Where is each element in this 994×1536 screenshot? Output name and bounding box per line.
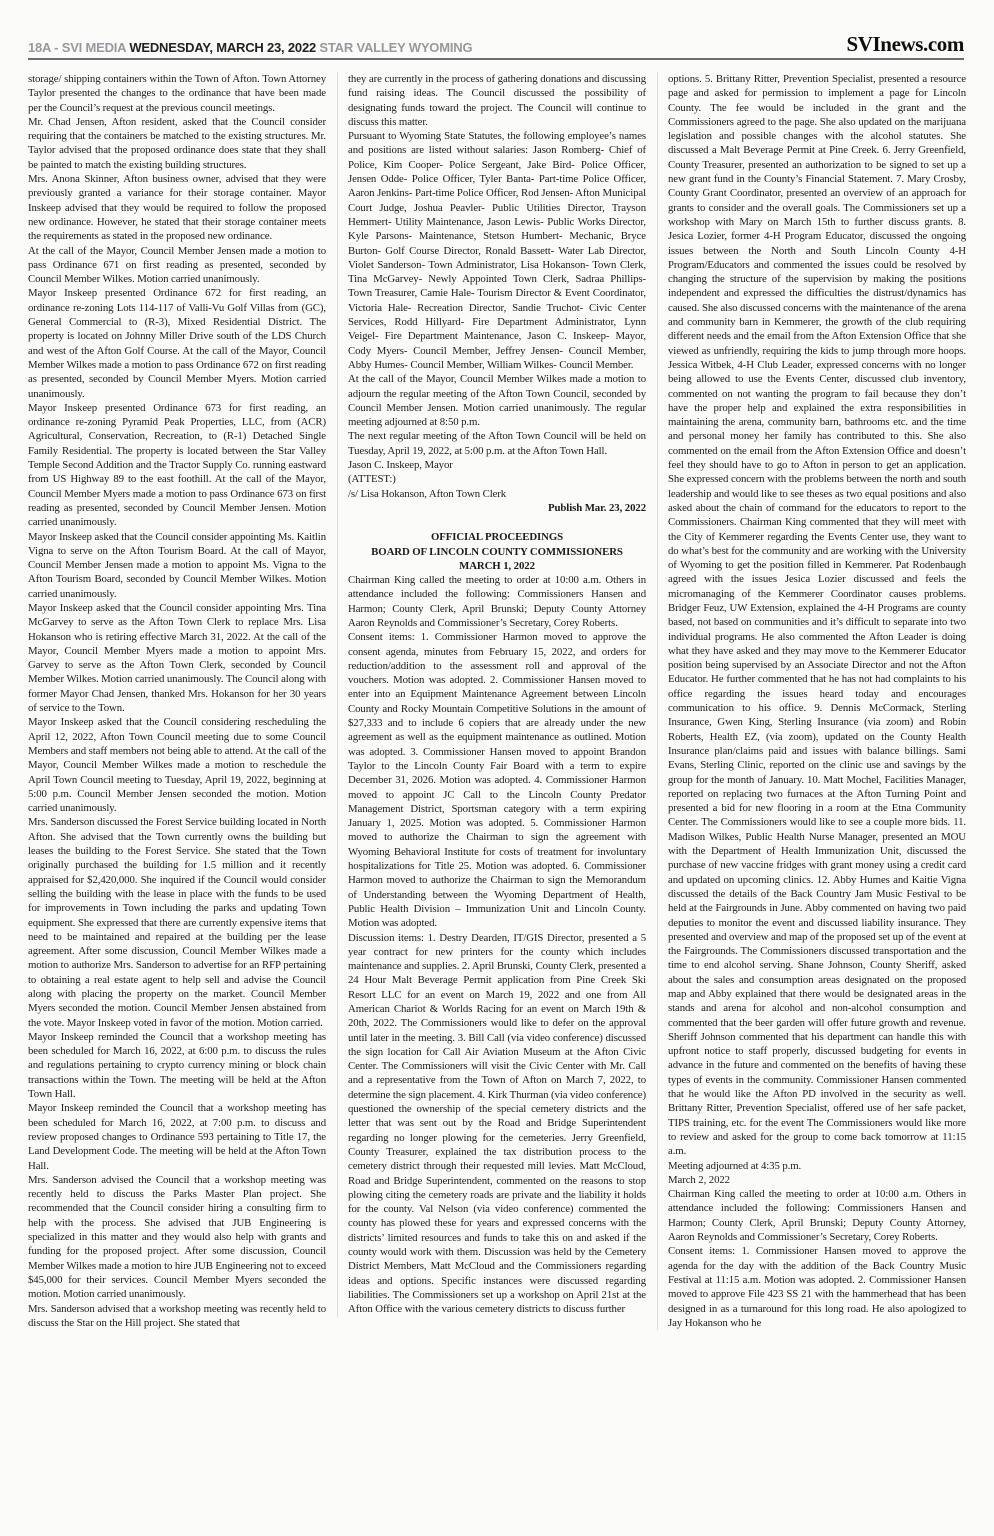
paragraph: Mayor Inskeep asked that the Council consider appointing Ms. Kaitlin Vigna to serve on the Afton Tourism Board. At the call of Mayor, Council Member Jensen made a motion to appoint Ms. Vigna to the Afton Tourism Board, seconded by Council Member Wilkes. Motion carried unanimously. (28, 530, 326, 600)
region-label: STAR VALLEY WYOMING (316, 40, 473, 55)
masthead-url: SVInews.com (846, 32, 964, 56)
paragraph: Mrs. Anona Skinner, Afton business owner, advised that they were previously granted a variance for their storage container. Mayor Inskeep advised that they would be required to follow the proposed new ordinance. However, he stated that their storage container meets the requirements as stated in the proposed new ordinance. (28, 173, 326, 243)
paragraph: they are currently in the process of gathering donations and discussing fund raising ideas. The Council discussed the possibility of designating funds toward the project. The Council will continue to discuss this matter. (348, 73, 646, 128)
paragraph: Consent items: 1. Commissioner Harmon moved to approve the consent agenda, minutes from February 15, 2022, and orders for reduction/addition to the assessment roll and approval of the vouchers. Motion was adopted. 2. Commissioner Hansen moved to enter into an Equipment Maintenance Agreement between Lincoln County and Rocky Mountain Competitive Solutions in the amount of $27,333 and to include 6 copiers that are already under the new agreement as well as the equipment maintenance as outlined. Motion was adopted. 3. Commissioner Hansen moved to appoint Brandon Taylor to the Lincoln County Fair Board with a term to expire December 31, 2026. Motion was adopted. 4. Commissioner Harmon moved to appoint JC Call to the Lincoln County Predator Management District, Sportsman category with a term expiring January 1, 2025. Motion was adopted. 5. Commissioner Harmon moved to authorize the Chairman to sign the agreement with Wyoming Behavioral Institute for costs of treatment for involuntary hospitalizations for Title 25. Motion was adopted. 6. Commissioner Harmon moved to authorize the Chairman to sign the Memorandum of Understanding between the Wyoming Department of Health, Public Health Division – Immunization Unit and Lincoln County. Motion was adopted. (348, 631, 646, 930)
paragraph: Mr. Chad Jensen, Afton resident, asked that the Council consider requiring that the containers be matched to the existing structures. Mr. Taylor advised that the proposed ordinance does state that they shall be painted to match the existing building structures. (28, 115, 326, 171)
section-heading: BOARD OF LINCOLN COUNTY COMMISSIONERS (371, 545, 623, 558)
paragraph: March 2, 2022 (668, 1173, 730, 1186)
page-header (28, 34, 964, 60)
header-edition-line (28, 40, 472, 55)
paragraph: Meeting adjourned at 4:35 p.m. (668, 1159, 802, 1172)
publish-date-line: Publish Mar. 23, 2022 (548, 501, 646, 514)
paragraph: Chairman King called the meeting to order at 10:00 a.m. Others in attendance included the following: Commissioners Hansen and Harmon; County Clerk, April Brunski; Deputy County Attorney, Aaron Reynolds and Commissioner’s Secretary, Corey Roberts. (668, 1188, 966, 1244)
paragraph: storage/ shipping containers within the Town of Afton. Town Attorney Taylor presented the changes to the ordinance that have been made per the Council’s request at the previous council meetings. (28, 73, 326, 114)
paragraph: Mayor Inskeep asked that the Council considering rescheduling the April 12, 2022, Afton Town Council meeting due to some Council Members and staff members not being able to attend. At the call of the Mayor, Council Member Wilkes made a motion to reschedule the April Town Council meeting to Tuesday, April 19, 2022, beginning at 5:00 p.m. Council Member Jensen seconded the motion. Motion carried unanimously. (28, 716, 326, 815)
paragraph: Mrs. Sanderson advised the Council that a workshop meeting was recently held to discuss the Parks Master Plan project. She recommended that the Council consider hiring a consulting firm to help with the process. She advised that JUB Engineering is specialized in this matter and they would also help with grants and funding for the proposed project. After some discussion, Council Member Wilkes made a motion to hire JUB Engineering not to exceed $45,000 for their services. Council Member Myers seconded the motion. Motion carried unanimously. (28, 1173, 326, 1301)
section-heading: OFFICIAL PROCEEDINGS (430, 531, 564, 544)
paragraph: Mrs. Sanderson advised that a workshop meeting was recently held to discuss the Star on the Hill project. She stated that (28, 1302, 326, 1329)
paragraph: Mayor Inskeep asked that the Council consider appointing Mrs. Tina McGarvey to serve as the Afton Town Clerk to replace Mrs. Lisa Hokanson who is retiring effective March 31, 2022. At the call of the Mayor, Council Member Myers made a motion to appoint Mrs. Garvey to serve as the Afton Town Clerk, seconded by Council Member Wilkes. Motion carried unanimously. The Council along with former Mayor Chad Jensen, thanked Mrs. Hokanson for her 30 years of service to the Town. (28, 601, 326, 715)
paragraph: Mrs. Sanderson discussed the Forest Service building located in North Afton. She advised that the Town currently owns the building but leases the building to the Forest Service. She stated that the Town originally purchased the building for 1.5 million and it recently appraised for $2,420,000. She inquired if the Council would consider selling the building with the lease in place with the funds to be used for improvements in Town including the parks and updating Town equipment. She expressed that there are currently expensive items that need to be maintained and repaired at the building per the lease agreement. After some discussion, Council Member Wilkes made a motion to authorize Mrs. Sanderson to advertise for an RFP pertaining to obtaining a real estate agent to help sell and advise the Council along with placing the property on the market. Council Member Myers seconded the motion. Council Member Jensen abstained from the vote. Mayor Inskeep voted in favor of the motion. Motion carried. (28, 816, 326, 1029)
paragraph: At the call of the Mayor, Council Member Wilkes made a motion to adjourn the regular meeting of the Afton Town Council, seconded by Council Member Jensen. Motion carried unanimously. The regular meeting adjourned at 8:50 p.m. (348, 373, 646, 429)
paragraph: Mayor Inskeep reminded the Council that a workshop meeting has been scheduled for March 16, 2022, at 6:00 p.m. to discuss the rules and regulations pertaining to crypto currency mining or block chain transactions within the Town. The meeting will be held at the Afton Town Hall. (28, 1030, 326, 1101)
header-row (28, 34, 964, 60)
paragraph: Discussion items: 1. Destry Dearden, IT/GIS Director, presented a 5 year contract for new printers for the county which includes maintenance and supplies. 2. April Brunski, County Clerk, presented a 24 Hour Malt Beverage Permit application from Pine Creek Ski Resort LLC for an event on March 19, 2022 and one from All American Chariot & Worlds Racing for an event on March 19th & 20th, 2022. The Commissioners would like to defer on the approval until later in the meeting. 3. Bill Call (via video conference) discussed the sign location for Call Air Aviation Museum at the Afton Civic Center. The Commissioners will visit the Civic Center with Mr. Call and a representative from the Town of Afton on March 7, 2022, to determine the sign placement. 4. Kirk Thurman (via video conference) questioned the ownership of the special cemetery districts and the letter that was sent out by the Road and Bridge Superintendent regarding no longer plowing for the cemeteries. Jerry Greenfield, County Treasurer, explained the tax distribution process to the cemetery district through their requested mill levies. Matt McCloud, Road and Bridge Superintendent, commented on the reasons to stop plowing citing the cemetery roads are private and the liability it holds for the county. Val Nelson (via video conference) commented the county has plowed these for years and expressed concerns with the districts’ limited resources and funds to take this on and asked if the county would work with them. Discussion was held by the Cemetery District Members, Matt McCloud and the Commissioners regarding ideas and options. Specific instances were discussed regarding liabilities. The Commissioners set up a workshop on April 21st at the Afton Office with the various cemetery districts to discuss further (348, 931, 646, 1316)
paragraph: Mayor Inskeep presented Ordinance 673 for first reading, an ordinance re-zoning Pyramid Peak Properties, LLC, from (ACR) Agricultural, Conservation, Recreation, to (R-1) Detached Single Family Residential. The property is located between the Star Valley Temple Second Addition and the Tractor Supply Co. running eastward from US Highway 89 to the east foothill. At the call of the Mayor, Council Member Myers made a motion to pass Ordinance 673 on first reading as presented, seconded by Council Member Jensen. Motion carried unanimously. (28, 401, 326, 529)
paragraph: options. 5. Brittany Ritter, Prevention Specialist, presented a resource page and asked for permission to implement a page for Lincoln County. The fee would be included in the grant and the Commissioners agreed to the page. She also updated on the marijuana legislation and possible changes with the alcohol statutes. She discussed a Malt Beverage Permit at Pine Creek. 6. Jerry Greenfield, County Treasurer, presented an authorization to be signed to set up a new grant fund in the County’s Financial Statement. 7. Mary Crosby, County Grant Coordinator, presented an overview of an approach for grants to consider and the overall goals. The Commissioners set up a workshop with Mary on March 15th to further discuss grants. 8. Jesica Lozier, former 4-H Program Educator, discussed the ongoing issues between the North and South Lincoln County 4-H Program/Educators and commented the issues could be resolved by changing the structure of the supervision by making the positions independent and expressed the difficulties the distrust/dynamics has caused. She also discussed concerns with the maintenance of the arena and community barn in Kemmerer, the growth of the club requiring different needs and the email from the Afton Extension Office that she viewed as unfriendly, requiring the kids to jump through more hoops. Jessica Witbek, 4-H Club Leader, expressed concerns with no longer being allowed to use the Events Center, discussed club inventory, commented on not wanting the program to fail because they don’t have the proper help and explained the extra responsibilities in maintaining the arena, community barn, bathrooms etc. and the time and personal money her family has contributed to this. She also commented on the email from the Afton Extension Office and doesn’t feel they should have to go to Afton in person to get an application. She expressed concern with the problems between the north and south leadership and would like to see theses as two equal positions and also asked about the chain of command for the educators to report to the Commissioners. Chairman King commented that they will meet with the City of Kemmerer regarding the Events Center use, they want to do what’s best for the community and are working with the University of Wyoming to get the position filled in Kemmerer. Pat Rodenbaugh agreed with the issues Jesica Lozier discussed and feels the micromanaging of the Kemmerer Coordinator causes problems. Bridger Feuz, UW Extension, explained the 4-H Programs are county based, not based on communities and it’s difficult to separate into two individual programs. He also commented the Afton Leader is doing what they have asked and they may move to the Kemmerer Educator position being supervised by an Associate Director and not the Afton Educator. He further commented that he has not had complaints to his office regarding the issues heard today and encourages communication to his office. 9. Dennis McCormack, Sterling Insurance, Gwen King, Sterling Insurance (via zoom) and Robin Roberts, Health EZ, (via zoom), updated on the County Health Insurance plan/claims paid and issues with balance billings. Sami Evans, Sterling Clinic, reported on the clinic use and savings by the group for the month of January. 10. Matt Mochel, Facilities Manager, reported on replacing two furnaces at the Afton Turning Point and presented a bid for new flooring in a room at the Etna Community Center. The Commissioners would like to see a couple more bids. 11. Madison Wilkes, Public Health Nurse Manager, presented an MOU with the Department of Health Immunization Unit, discussed the purchase of new vaccine fridges with grant money using a credit card and updated on upcoming clinics. 12. Abby Humes and Kaitie Vigna discussed the details of the Back Country Jam Music Festival to be held at the Fairgrounds in June. Abby commented on having two paid deputies to monitor the event and discussed liability insurance. They presented and overview and map of the proposed set up of the event at the Fairgrounds. The Commissioners discussed transportation and the time to end alcohol serving. Shane Johnson, County Sheriff, asked about the sales and consumption areas designated on the proposed map and Abby explained that there would be designated areas in the stands and arena for alcohol and non-alcohol consumption and commented that the beer garden will offer future growth and revenue. Sheriff Johnson commented that his department can handle this with upfront notice to staff properly, discussed budgeting for events in advance in the future and commented on the benefits of having these types of events in the community. Commissioner Hansen commented that he would like the Afton PD involved in the security as well. Brittany Ritter, Prevention Specialist, offered use of her safe packet, TIPS training, etc. for the event The Commissioners would like more to review and asked for the group to come back tomorrow at 11:15 a.m. (668, 73, 967, 1158)
paragraph: The next regular meeting of the Afton Town Council will be held on Tuesday, April 19, 2022, at 5:00 p.m. at the Afton Town Hall. (348, 430, 646, 457)
section-heading: MARCH 1, 2022 (459, 559, 535, 572)
paragraph: Chairman King called the meeting to order at 10:00 a.m. Others in attendance included the following: Commissioners Hansen and Harmon; County Clerk, April Brunski; Deputy County Attorney Aaron Reynolds and Commissioner’s Secretary, Corey Roberts. (348, 574, 646, 629)
article-column-3 (657, 72, 966, 1330)
article-body (28, 72, 966, 1330)
paragraph: At the call of the Mayor, Council Member Jensen made a motion to pass Ordinance 671 on first reading as presented, seconded by Council Member Wilkes. Motion carried unanimously. (28, 244, 326, 286)
paragraph: Mayor Inskeep reminded the Council that a workshop meeting has been scheduled for March 16, 2022, at 7:00 p.m. to discuss and review proposed changes to Ordinance 593 pertaining to Title 17, the Land Development Code. The meeting will be held at the Afton Town Hall. (28, 1102, 326, 1172)
paragraph: Pursuant to Wyoming State Statutes, the following employee’s names and positions are listed without salaries: Jason Romberg- Chief of Police, Kim Cooper- Police Sergeant, Jake Bird- Police Officer, Jensen Odde- Police Officer, Tyler Banta- Part-time Police Officer, Aaron Jenkins- Part-time Police Officer, Rod Jensen- Afton Municipal Court Judge, Joshua Peavler- Public Utilities Director, Trayson Hemmert- Utility Maintenance, Jason Lewis- Public Works Director, Kyle Parsons- Maintenance, Stetson Humbert- Mechanic, Bryce Burton- Golf Course Director, Ronald Bassett- Water Lab Director, Violet Sanderson- Town Administrator, Lisa Hokanson- Town Clerk, Tina McGarvey- Newly Appointed Town Clerk, Sadraa Phillips- Town Treasurer, Camie Hale- Tourism Director & Event Coordinator, Victoria Hale- Recreation Director, Sandie Truchot- Civic Center Services, Rodd Hillyard- Fire Department Administrator, Lynn Veigel- Fire Department Maintenance, Jason C. Inskeep- Mayor, Cody Myers- Council Member, Jeffrey Jensen- Council Member, Abby Humes- Council Member, William Wilkes- Council Member. (348, 130, 646, 371)
issue-date: WEDNESDAY, MARCH 23, 2022 (129, 40, 317, 55)
paragraph: (ATTEST:) (348, 473, 396, 486)
article-column-2 (337, 72, 646, 1317)
page-edition-label: 18A - SVI MEDIA (28, 40, 130, 55)
paragraph: /s/ Lisa Hokanson, Afton Town Clerk (348, 487, 507, 500)
paragraph: Mayor Inskeep presented Ordinance 672 for first reading, an ordinance re-zoning Lots 114-117 of Valli-Vu Golf Villas from (GC), General Commercial to (R-3), Mixed Residential District. The property is located on Johnny Miller Drive south of the LDS Church and west of the Afton Golf Course. At the call of the Mayor, Council Member Wilkes made a motion to pass Ordinance 672 on first reading as presented, seconded by Council Member Myers. Motion carried unanimously. (28, 287, 326, 400)
paragraph: Jason C. Inskeep, Mayor (348, 459, 453, 472)
spacer (348, 515, 646, 530)
paragraph: Consent items: 1. Commissioner Hansen moved to approve the agenda for the day with the addition of the Back Country Music Festival at 11:15 a.m. Motion was adopted. 2. Commissioner Hansen moved to approve File 423 SS 21 with the hammerhead that has been designed in as a turnaround for this long road. He also apologized to Jay Hokanson who he (668, 1245, 966, 1329)
article-column-1 (28, 72, 326, 1330)
